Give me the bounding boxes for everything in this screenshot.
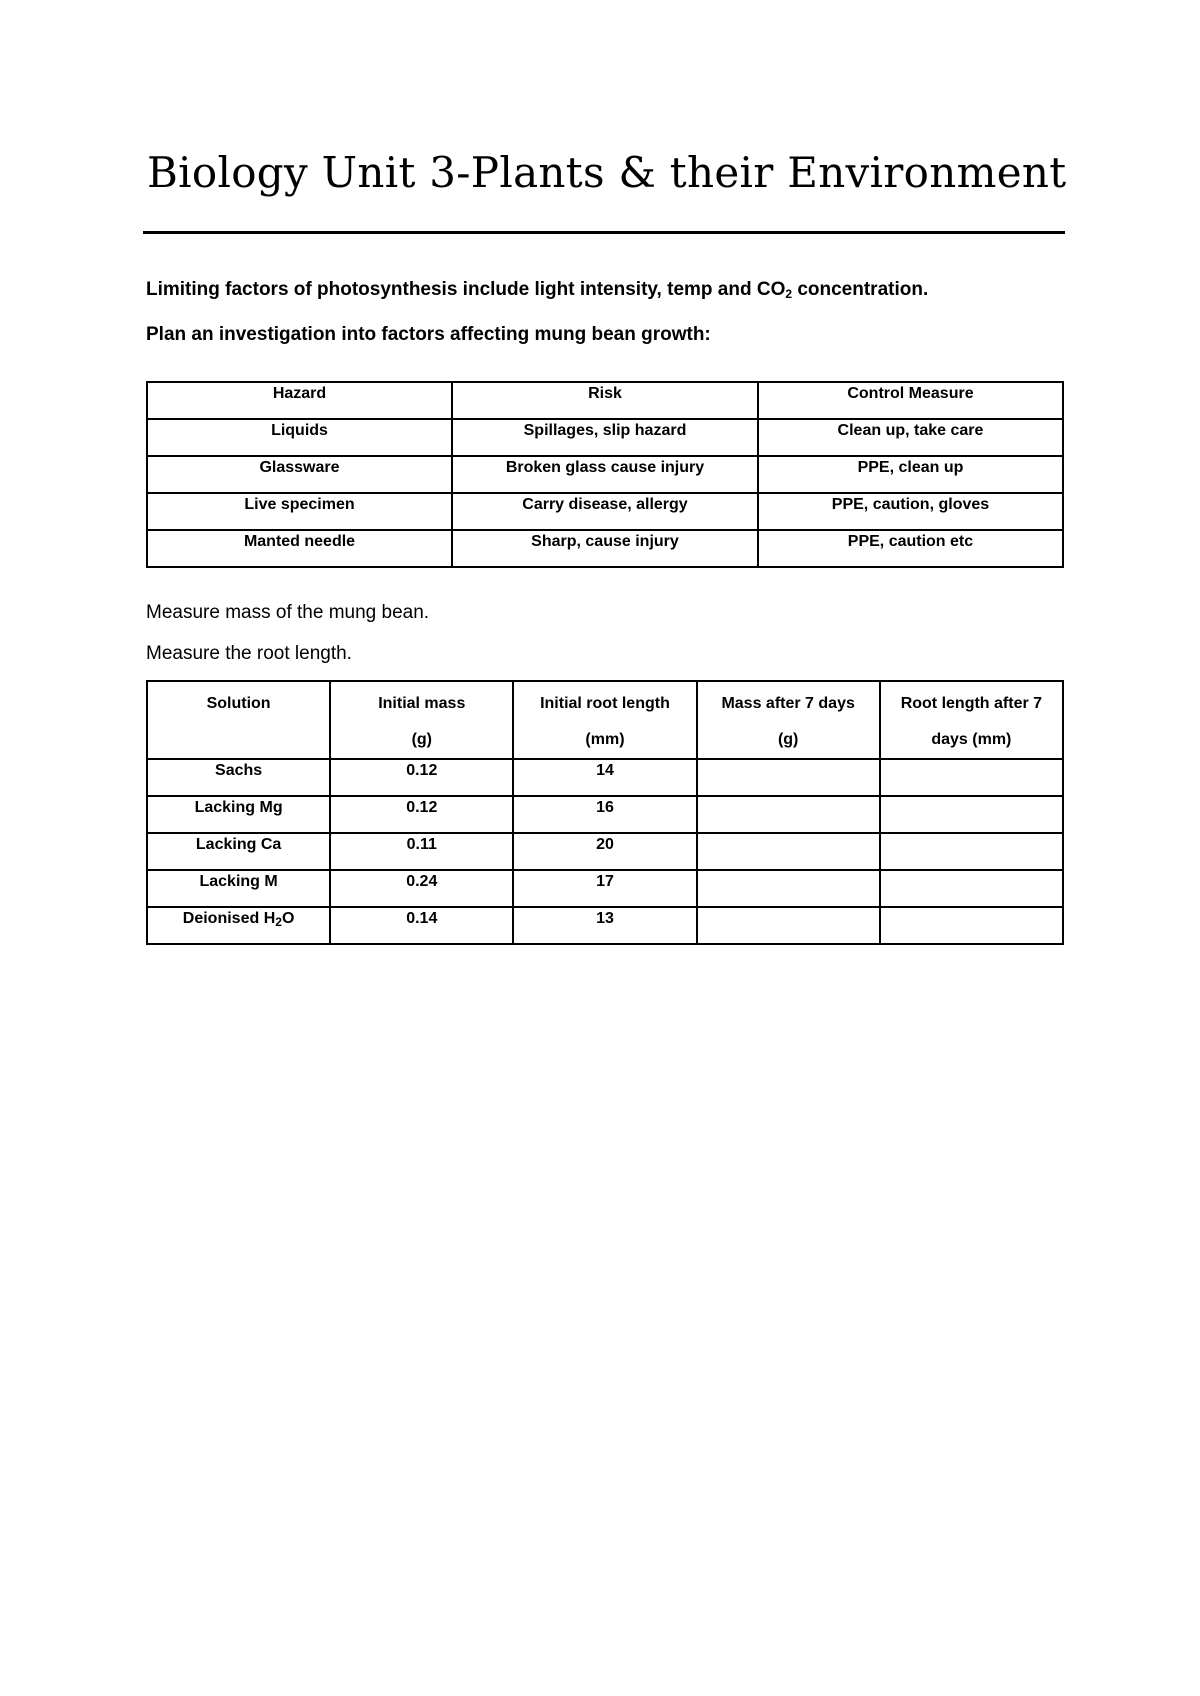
solution-cell: Lacking M bbox=[147, 870, 330, 907]
header-hazard: Hazard bbox=[147, 382, 452, 419]
control-cell: PPE, caution etc bbox=[758, 530, 1063, 567]
intro-text: Limiting factors of photosynthesis include light intensity, temp and CO bbox=[146, 279, 786, 300]
page-title: Biology Unit 3-Plants & their Environment bbox=[147, 148, 1067, 197]
mass-after-cell bbox=[697, 870, 880, 907]
initial-mass-cell: 0.24 bbox=[330, 870, 513, 907]
hazard-cell: Manted needle bbox=[147, 530, 452, 567]
control-cell: PPE, caution, gloves bbox=[758, 493, 1063, 530]
hazard-cell: Glassware bbox=[147, 456, 452, 493]
plan-paragraph: Plan an investigation into factors affecting mung bean growth: bbox=[146, 324, 711, 345]
header-root-length-after-7-days: Root length after 7 days (mm) bbox=[880, 681, 1063, 759]
initial-root-cell: 14 bbox=[513, 759, 696, 796]
root-after-cell bbox=[880, 907, 1063, 944]
table-header-row bbox=[147, 382, 1063, 419]
header-initial-root-length: Initial root length (mm) bbox=[513, 681, 696, 759]
measure-root-text: Measure the root length. bbox=[146, 643, 352, 664]
table-row bbox=[147, 833, 1063, 870]
table-row bbox=[147, 796, 1063, 833]
control-cell: PPE, clean up bbox=[758, 456, 1063, 493]
solution-cell: Deionised $H_2O$ bbox=[147, 907, 330, 944]
header-solution: Solution bbox=[147, 681, 330, 759]
solution-cell: Lacking Ca bbox=[147, 833, 330, 870]
header-control-measure: Control Measure bbox=[758, 382, 1063, 419]
table-row bbox=[147, 419, 1063, 456]
table-row bbox=[147, 870, 1063, 907]
solution-cell: Lacking Mg bbox=[147, 796, 330, 833]
mass-after-cell bbox=[697, 759, 880, 796]
root-after-cell bbox=[880, 833, 1063, 870]
risk-cell: Broken glass cause injury bbox=[452, 456, 758, 493]
initial-root-cell: 13 bbox=[513, 907, 696, 944]
header-risk: Risk bbox=[452, 382, 758, 419]
hazard-risk-table bbox=[146, 381, 1064, 568]
initial-root-cell: 16 bbox=[513, 796, 696, 833]
mass-after-cell bbox=[697, 833, 880, 870]
root-after-cell bbox=[880, 796, 1063, 833]
measure-mass-text: Measure mass of the mung bean. bbox=[146, 602, 430, 623]
header-mass-after-7-days: Mass after 7 days (g) bbox=[697, 681, 880, 759]
table-header-row bbox=[147, 681, 1063, 759]
mass-after-cell bbox=[697, 796, 880, 833]
risk-cell: Sharp, cause injury bbox=[452, 530, 758, 567]
intro-subscript: 2 bbox=[785, 287, 793, 301]
risk-cell: Spillages, slip hazard bbox=[452, 419, 758, 456]
table-row bbox=[147, 456, 1063, 493]
initial-mass-cell: 0.12 bbox=[330, 759, 513, 796]
initial-root-cell: 20 bbox=[513, 833, 696, 870]
table-row bbox=[147, 759, 1063, 796]
hazard-cell: Liquids bbox=[147, 419, 452, 456]
initial-mass-cell: 0.11 bbox=[330, 833, 513, 870]
header-initial-mass: Initial mass (g) bbox=[330, 681, 513, 759]
table-row bbox=[147, 530, 1063, 567]
solution-cell: Sachs bbox=[147, 759, 330, 796]
table-row bbox=[147, 493, 1063, 530]
initial-root-cell: 17 bbox=[513, 870, 696, 907]
intro-text-end: concentration. bbox=[792, 279, 929, 300]
root-after-cell bbox=[880, 870, 1063, 907]
root-after-cell bbox=[880, 759, 1063, 796]
mass-after-cell bbox=[697, 907, 880, 944]
control-cell: Clean up, take care bbox=[758, 419, 1063, 456]
hazard-cell: Live specimen bbox=[147, 493, 452, 530]
risk-cell: Carry disease, allergy bbox=[452, 493, 758, 530]
table-row bbox=[147, 907, 1063, 944]
title-divider bbox=[143, 231, 1065, 234]
intro-paragraph bbox=[146, 279, 928, 301]
initial-mass-cell: 0.12 bbox=[330, 796, 513, 833]
growth-results-table bbox=[146, 680, 1064, 945]
initial-mass-cell: 0.14 bbox=[330, 907, 513, 944]
